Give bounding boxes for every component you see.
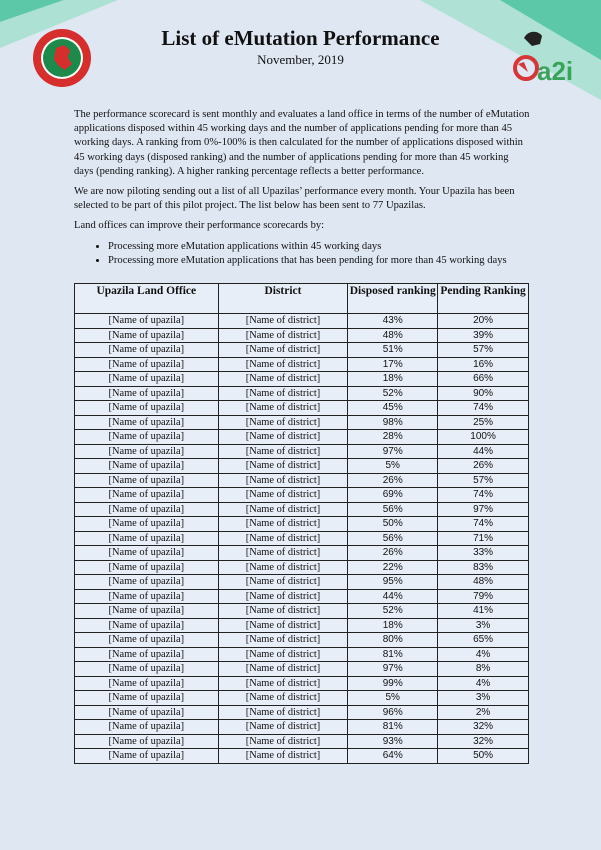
cell-pending-ranking: 4% [438,647,529,662]
cell-pending-ranking: 97% [438,502,529,517]
a2i-logo-text: a2i [537,56,574,86]
cell-disposed-ranking: 95% [348,575,438,590]
cell-district: [Name of district] [218,415,348,430]
cell-district: [Name of district] [218,401,348,416]
cell-pending-ranking: 44% [438,444,529,459]
table-row [75,372,529,387]
cell-upazila: [Name of upazila] [75,589,219,604]
cell-disposed-ranking: 56% [348,502,438,517]
cell-disposed-ranking: 18% [348,618,438,633]
table-row [75,531,529,546]
cell-district: [Name of district] [218,444,348,459]
cell-district: [Name of district] [218,517,348,532]
cell-pending-ranking: 32% [438,734,529,749]
cell-pending-ranking: 16% [438,357,529,372]
cell-upazila: [Name of upazila] [75,531,219,546]
cell-pending-ranking: 3% [438,691,529,706]
cell-disposed-ranking: 52% [348,604,438,619]
cell-pending-ranking: 48% [438,575,529,590]
table-row [75,589,529,604]
table-row [75,488,529,503]
cell-disposed-ranking: 43% [348,314,438,329]
cell-disposed-ranking: 51% [348,343,438,358]
cell-pending-ranking: 100% [438,430,529,445]
table-row [75,517,529,532]
cell-disposed-ranking: 48% [348,328,438,343]
cell-district: [Name of district] [218,488,348,503]
cell-pending-ranking: 74% [438,488,529,503]
cell-district: [Name of district] [218,357,348,372]
cell-pending-ranking: 65% [438,633,529,648]
table-row [75,314,529,329]
table-body [75,314,529,764]
cell-district: [Name of district] [218,459,348,474]
cell-district: [Name of district] [218,618,348,633]
list-item: • Processing more eMutation applications that has been pending for more than 45 working days [108,254,530,268]
cell-upazila: [Name of upazila] [75,734,219,749]
cell-district: [Name of district] [218,430,348,445]
cell-disposed-ranking: 28% [348,430,438,445]
cell-pending-ranking: 57% [438,473,529,488]
cell-district: [Name of district] [218,546,348,561]
cell-upazila: [Name of upazila] [75,502,219,517]
cell-upazila: [Name of upazila] [75,401,219,416]
intro-text [74,108,530,270]
cell-district: [Name of district] [218,720,348,735]
cell-upazila: [Name of upazila] [75,372,219,387]
cell-upazila: [Name of upazila] [75,575,219,590]
cell-disposed-ranking: 5% [348,459,438,474]
table-row [75,749,529,764]
cell-pending-ranking: 41% [438,604,529,619]
cell-disposed-ranking: 22% [348,560,438,575]
table-header-row [75,284,529,314]
cell-pending-ranking: 39% [438,328,529,343]
cell-upazila: [Name of upazila] [75,328,219,343]
cell-pending-ranking: 79% [438,589,529,604]
cell-district: [Name of district] [218,705,348,720]
table-row [75,546,529,561]
table-row [75,662,529,677]
cell-disposed-ranking: 81% [348,647,438,662]
cell-upazila: [Name of upazila] [75,662,219,677]
cell-upazila: [Name of upazila] [75,560,219,575]
cell-pending-ranking: 74% [438,517,529,532]
table-row [75,502,529,517]
cell-disposed-ranking: 56% [348,531,438,546]
cell-district: [Name of district] [218,662,348,677]
cell-district: [Name of district] [218,604,348,619]
table-row [75,633,529,648]
cell-disposed-ranking: 52% [348,386,438,401]
cell-upazila: [Name of upazila] [75,647,219,662]
table-row [75,430,529,445]
cell-pending-ranking: 8% [438,662,529,677]
cell-upazila: [Name of upazila] [75,386,219,401]
cell-upazila: [Name of upazila] [75,720,219,735]
cell-disposed-ranking: 44% [348,589,438,604]
column-header-upazila: Upazila Land Office [75,284,219,314]
table-row [75,386,529,401]
cell-disposed-ranking: 99% [348,676,438,691]
cell-upazila: [Name of upazila] [75,705,219,720]
table-row [75,560,529,575]
cell-pending-ranking: 57% [438,343,529,358]
cell-disposed-ranking: 81% [348,720,438,735]
cell-upazila: [Name of upazila] [75,618,219,633]
cell-district: [Name of district] [218,633,348,648]
paragraph-improve: Land offices can improve their performance scorecards by: [74,220,325,232]
table-row [75,459,529,474]
cell-pending-ranking: 20% [438,314,529,329]
page-date: November, 2019 [257,52,344,67]
table-row [75,357,529,372]
cell-district: [Name of district] [218,328,348,343]
cell-district: [Name of district] [218,531,348,546]
cell-disposed-ranking: 80% [348,633,438,648]
table-row [75,415,529,430]
column-header-district: District [218,284,348,314]
cell-disposed-ranking: 98% [348,415,438,430]
cell-upazila: [Name of upazila] [75,473,219,488]
cell-district: [Name of district] [218,749,348,764]
cell-district: [Name of district] [218,314,348,329]
page-title: List of eMutation Performance [161,26,440,50]
cell-pending-ranking: 83% [438,560,529,575]
cell-upazila: [Name of upazila] [75,343,219,358]
table-row [75,647,529,662]
cell-pending-ranking: 4% [438,676,529,691]
cell-upazila: [Name of upazila] [75,604,219,619]
cell-district: [Name of district] [218,575,348,590]
cell-disposed-ranking: 26% [348,546,438,561]
table-row [75,473,529,488]
cell-disposed-ranking: 45% [348,401,438,416]
a2i-logo [504,24,576,96]
cell-pending-ranking: 25% [438,415,529,430]
cell-upazila: [Name of upazila] [75,488,219,503]
performance-table [74,283,529,764]
cell-upazila: [Name of upazila] [75,749,219,764]
cell-disposed-ranking: 18% [348,372,438,387]
cell-upazila: [Name of upazila] [75,676,219,691]
cell-upazila: [Name of upazila] [75,357,219,372]
table-row [75,676,529,691]
cell-disposed-ranking: 50% [348,517,438,532]
cell-upazila: [Name of upazila] [75,691,219,706]
column-header-disposed: Disposed ranking [348,284,438,314]
table-row [75,604,529,619]
cell-upazila: [Name of upazila] [75,415,219,430]
cell-upazila: [Name of upazila] [75,517,219,532]
table-row [75,401,529,416]
table-row [75,705,529,720]
list-item: • Processing more eMutation applications within 45 working days [108,240,530,254]
cell-pending-ranking: 3% [438,618,529,633]
cell-upazila: [Name of upazila] [75,546,219,561]
cell-disposed-ranking: 97% [348,662,438,677]
column-header-pending: Pending Ranking [438,284,529,314]
cell-district: [Name of district] [218,676,348,691]
table-row [75,734,529,749]
table-row [75,328,529,343]
cell-pending-ranking: 26% [438,459,529,474]
cell-district: [Name of district] [218,647,348,662]
cell-disposed-ranking: 97% [348,444,438,459]
cell-pending-ranking: 71% [438,531,529,546]
cell-district: [Name of district] [218,589,348,604]
paragraph-pilot: We are now piloting sending out a list of all Upazilas’ performance every month. Your Upazila has been selected to be part of this pilot project. The list below has been sent to 77 Upazilas. [74,186,515,212]
cell-district: [Name of district] [218,372,348,387]
cell-upazila: [Name of upazila] [75,444,219,459]
cell-disposed-ranking: 64% [348,749,438,764]
table-row [75,618,529,633]
cell-district: [Name of district] [218,502,348,517]
cell-upazila: [Name of upazila] [75,314,219,329]
cell-district: [Name of district] [218,343,348,358]
cell-pending-ranking: 32% [438,720,529,735]
cell-pending-ranking: 33% [438,546,529,561]
cell-disposed-ranking: 96% [348,705,438,720]
cell-pending-ranking: 66% [438,372,529,387]
cell-disposed-ranking: 69% [348,488,438,503]
cell-district: [Name of district] [218,386,348,401]
table-row [75,444,529,459]
cell-district: [Name of district] [218,691,348,706]
table-row [75,343,529,358]
cell-disposed-ranking: 93% [348,734,438,749]
cell-disposed-ranking: 17% [348,357,438,372]
cell-pending-ranking: 90% [438,386,529,401]
cell-district: [Name of district] [218,734,348,749]
cell-pending-ranking: 2% [438,705,529,720]
improvement-list [74,240,530,268]
table-row [75,575,529,590]
cell-pending-ranking: 50% [438,749,529,764]
table-row [75,691,529,706]
cell-disposed-ranking: 26% [348,473,438,488]
table-row [75,720,529,735]
cell-disposed-ranking: 5% [348,691,438,706]
cell-upazila: [Name of upazila] [75,633,219,648]
cell-pending-ranking: 74% [438,401,529,416]
cell-upazila: [Name of upazila] [75,459,219,474]
cell-upazila: [Name of upazila] [75,430,219,445]
paragraph-scorecard: The performance scorecard is sent monthly and evaluates a land office in terms of the number of eMutation applications disposed within 45 working days and the number of applications pending for more than 45 working days. A ranking from 0%-100% is then calculated for the number of applications disposed within 45 working days (disposed ranking) and the number of applications pending for more than 45 working days (pending ranking). A higher ranking percentage reflects a better performance. [74,109,530,177]
cell-district: [Name of district] [218,560,348,575]
cell-district: [Name of district] [218,473,348,488]
